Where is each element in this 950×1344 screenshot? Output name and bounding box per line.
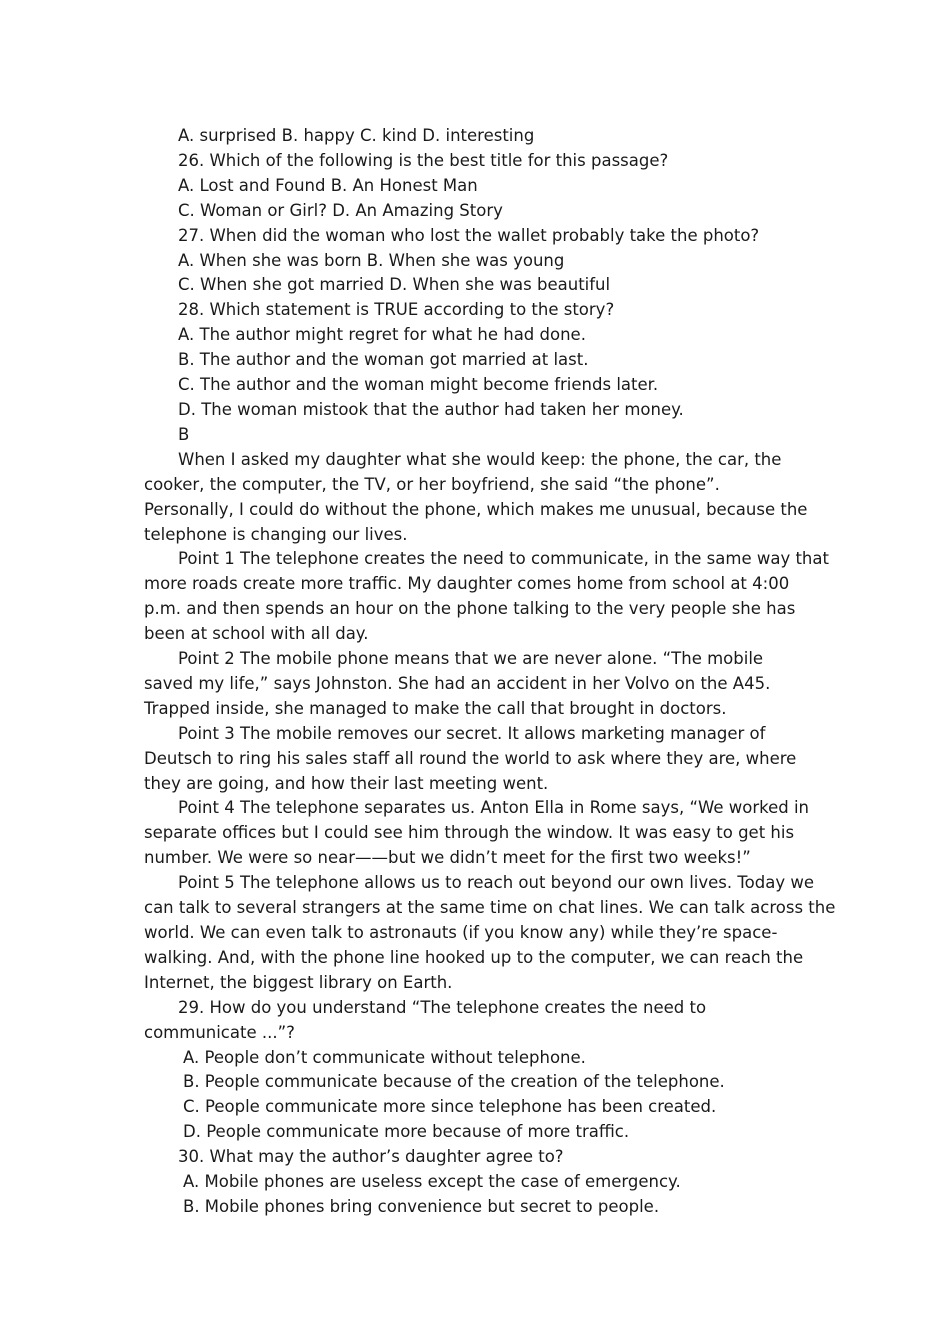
point1-line-2: more roads create more traffic. My daughter comes home from school at 4:00 xyxy=(144,574,790,594)
q28-option-b: B. The author and the woman got married at last. xyxy=(178,350,589,370)
intro-line-1: When I asked my daughter what she would keep: the phone, the car, the xyxy=(178,449,782,469)
q30-option-b: B. Mobile phones bring convenience but secret to people. xyxy=(183,1196,660,1216)
point4-line-1: Point 4 The telephone separates us. Anton Ella in Rome says, “We worked in xyxy=(178,798,809,818)
point3-line-3: they are going, and how their last meeting went. xyxy=(144,773,549,793)
q30-question: 30. What may the author’s daughter agree to? xyxy=(178,1147,564,1167)
q28-option-c: C. The author and the woman might become friends later. xyxy=(178,375,659,395)
point5-line-5: Internet, the biggest library on Earth. xyxy=(144,972,453,992)
section-label: B xyxy=(178,424,190,444)
point2-line-3: Trapped inside, she managed to make the call that brought in doctors. xyxy=(144,698,727,718)
point1-line-1: Point 1 The telephone creates the need to communicate, in the same way that xyxy=(178,549,829,569)
intro-line-2: cooker, the computer, the TV, or her boyfriend, she said “the phone”. xyxy=(144,474,720,494)
point5-line-2: can talk to several strangers at the same time on chat lines. We can talk across the xyxy=(144,898,836,918)
q29-option-c: C. People communicate more since telephone has been created. xyxy=(183,1097,717,1117)
q27-options-ab: A. When she was born B. When she was young xyxy=(178,250,565,270)
point1-line-4: been at school with all day. xyxy=(144,624,369,644)
q25-options: A. surprised B. happy C. kind D. interesting xyxy=(178,126,535,145)
q29-question-line-1: 29. How do you understand “The telephone creates the need to xyxy=(178,997,707,1017)
point4-line-2: separate offices but I could see him through the window. It was easy to get his xyxy=(144,823,795,843)
q28-option-a: A. The author might regret for what he had done. xyxy=(178,325,586,345)
intro-line-3: Personally, I could do without the phone, which makes me unusual, because the xyxy=(144,499,808,519)
q27-question: 27. When did the woman who lost the wallet probably take the photo? xyxy=(178,225,760,245)
q29-question-line-2: communicate ...”? xyxy=(144,1022,295,1042)
q28-option-d: D. The woman mistook that the author had taken her money. xyxy=(178,399,684,419)
q27-options-cd: C. When she got married D. When she was beautiful xyxy=(178,275,611,295)
q29-option-b: B. People communicate because of the creation of the telephone. xyxy=(183,1072,725,1092)
page-content xyxy=(144,124,836,1220)
point1-line-3: p.m. and then spends an hour on the phone talking to the very people she has xyxy=(144,599,796,619)
point5-line-3: world. We can even talk to astronauts (if you know any) while they’re space- xyxy=(144,923,778,942)
q26-question: 26. Which of the following is the best title for this passage? xyxy=(178,150,669,170)
point2-line-2: saved my life,” says Johnston. She had an accident in her Volvo on the A45. xyxy=(144,673,771,693)
q28-question: 28. Which statement is TRUE according to the story? xyxy=(178,300,615,320)
point3-line-2: Deutsch to ring his sales staff all round the world to ask where they are, where xyxy=(144,748,797,768)
point4-line-3: number. We were so near——but we didn’t meet for the first two weeks!” xyxy=(144,848,751,868)
point5-line-1: Point 5 The telephone allows us to reach out beyond our own lives. Today we xyxy=(178,873,814,893)
q30-option-a: A. Mobile phones are useless except the case of emergency. xyxy=(183,1172,681,1192)
point5-line-4: walking. And, with the phone line hooked up to the computer, we can reach the xyxy=(144,947,804,967)
point3-line-1: Point 3 The mobile removes our secret. It allows marketing manager of xyxy=(178,723,766,743)
q26-options-ab: A. Lost and Found B. An Honest Man xyxy=(178,175,478,195)
q29-option-d: D. People communicate more because of more traffic. xyxy=(183,1122,630,1142)
q29-option-a: A. People don’t communicate without telephone. xyxy=(183,1047,586,1067)
intro-line-4: telephone is changing our lives. xyxy=(144,524,408,544)
point2-line-1: Point 2 The mobile phone means that we are never alone. “The mobile xyxy=(178,649,764,669)
q26-options-cd: C. Woman or Girl? D. An Amazing Story xyxy=(178,200,503,220)
